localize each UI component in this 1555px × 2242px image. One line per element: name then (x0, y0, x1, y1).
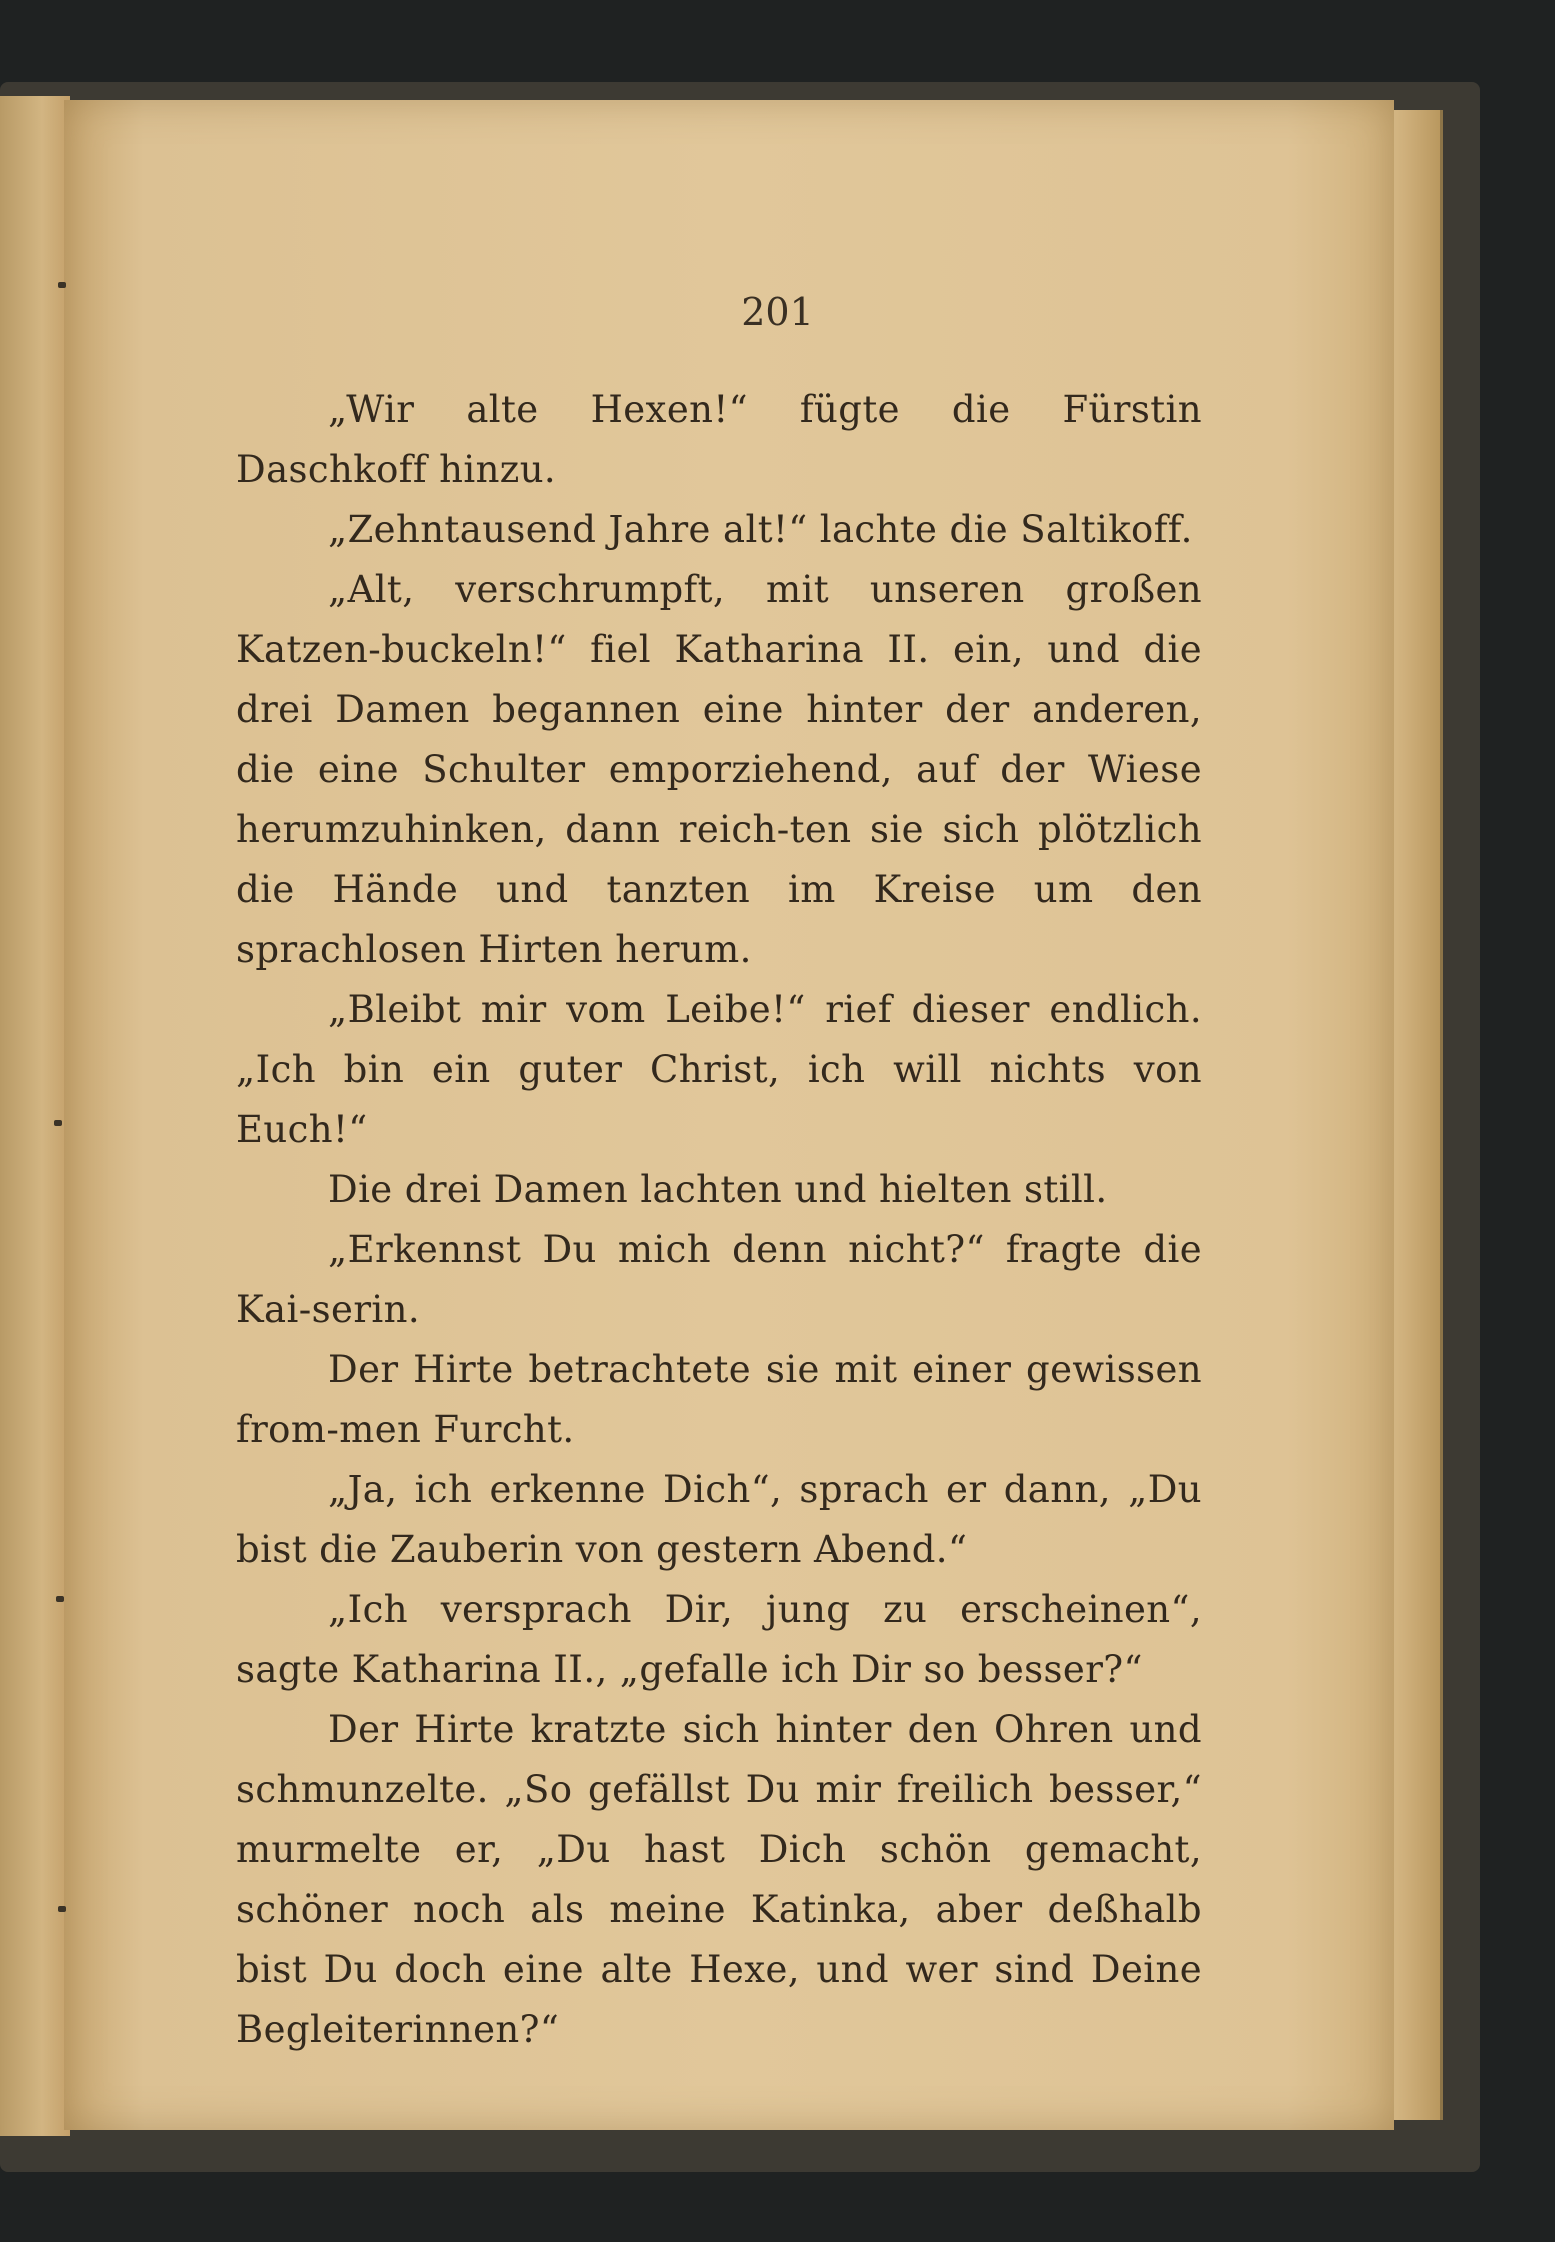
margin-mark (58, 282, 66, 288)
margin-mark (54, 1120, 62, 1126)
margin-mark (58, 1906, 66, 1912)
paragraph: Der Hirte betrachtete sie mit einer gewissen from-men Furcht. (236, 1348, 1202, 1451)
paragraph: Der Hirte kratzte sich hinter den Ohren und schmunzelte. „So gefällst Du mir freilich besser,“ murmelte er, „Du hast Dich schön gemacht, schöner noch als meine Katinka, aber deßhalb bist Du doch eine alte Hexe, und wer sind Deine Begleiterinnen?“ (236, 1708, 1202, 2051)
paragraph: „Ich versprach Dir, jung zu erscheinen“, sagte Katharina II., „gefalle ich Dir so besser?“ (236, 1588, 1202, 1691)
paragraph: Die drei Damen lachten und hielten still. (328, 1168, 1108, 1211)
paragraph: „Wir alte Hexen!“ fügte die Fürstin Daschkoff hinzu. (236, 388, 1202, 491)
paragraph: „Zehntausend Jahre alt!“ lachte die Saltikoff. (328, 508, 1193, 551)
paragraph: „Alt, verschrumpft, mit unseren großen Katzen-buckeln!“ fiel Katharina II. ein, und die drei Damen begannen eine hinter der anderen, die eine Schulter emporziehend, auf der Wiese herumzuhinken, dann reich-ten sie sich plötzlich die Hände und tanzten im Kreise um den sprachlosen Hirten herum. (236, 568, 1202, 971)
page-number: 201 (741, 290, 814, 334)
paragraph: „Ja, ich erkenne Dich“, sprach er dann, „Du bist die Zauberin von gestern Abend.“ (236, 1468, 1202, 1571)
previous-page-edge (0, 96, 70, 2136)
paragraph: „Erkennst Du mich denn nicht?“ fragte die Kai-serin. (236, 1228, 1202, 1331)
paragraph: „Bleibt mir vom Leibe!“ rief dieser endlich. „Ich bin ein guter Christ, ich will nichts von Euch!“ (236, 988, 1202, 1151)
margin-mark (56, 1596, 64, 1602)
body-text (236, 380, 1202, 2060)
